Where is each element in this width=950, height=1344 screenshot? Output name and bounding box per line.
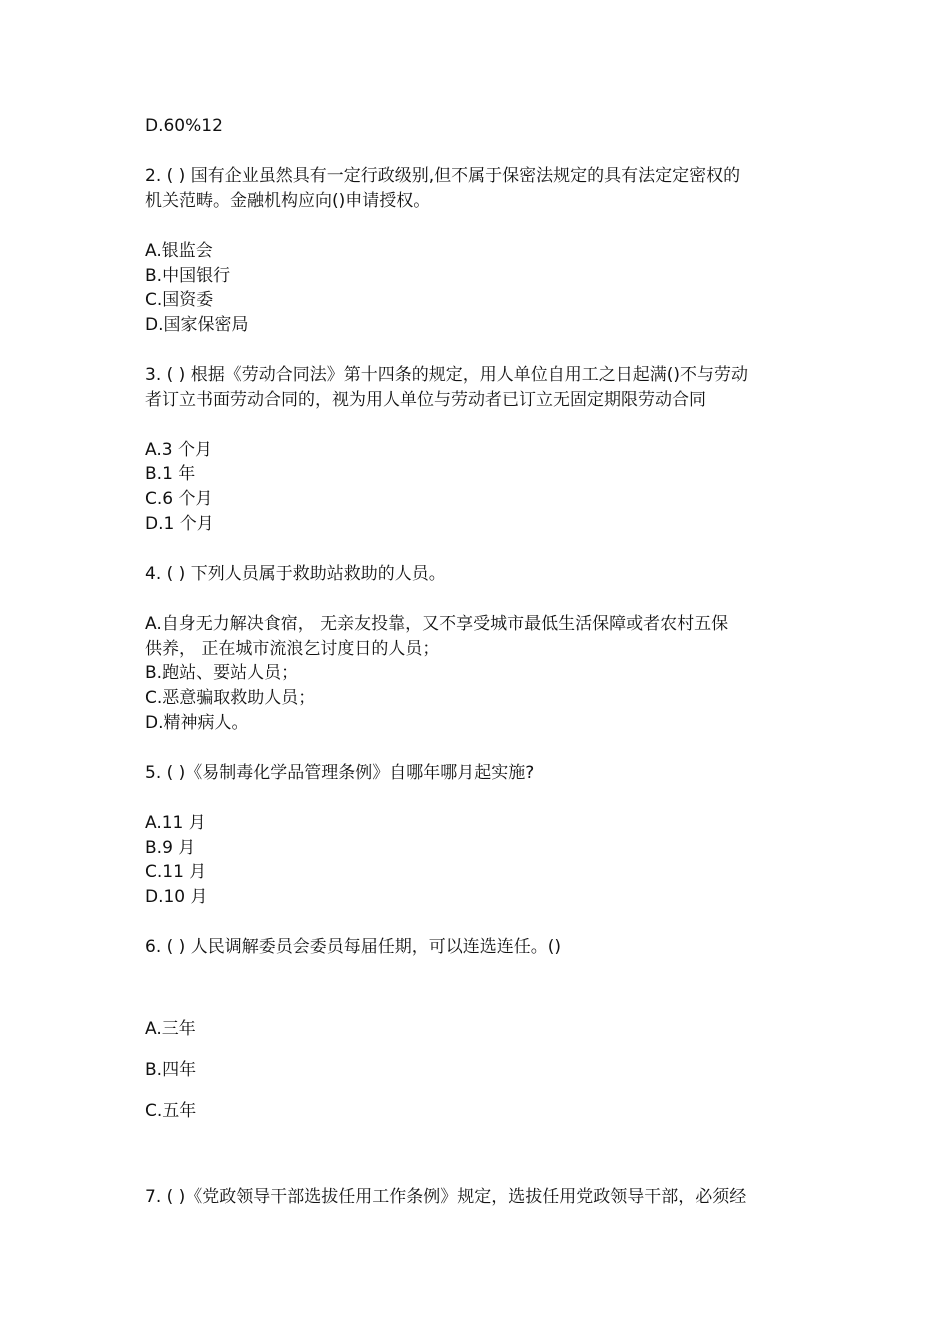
option-c-q3: C.6 个月: [145, 489, 213, 509]
option-b-q5: B.9 月: [145, 838, 196, 858]
option-c-q6: C.五年: [145, 1101, 197, 1121]
option-a-q4: A.自身无力解决食宿， 无亲友投靠，又不享受城市最低生活保障或者农村五保: [145, 614, 729, 634]
option-c-q4: C.恶意骗取救助人员；: [145, 688, 316, 708]
question-7-text: 7. ( )《党政领导干部选拔任用工作条例》规定，选拔任用党政领导干部，必须经: [145, 1187, 747, 1207]
option-d-q5: D.10 月: [145, 887, 208, 907]
question-6-text: 6. ( ) 人民调解委员会委员每届任期，可以连选连任。(): [145, 937, 561, 957]
option-b-q6: B.四年: [145, 1060, 197, 1080]
option-b-q4: B.跑站、要站人员；: [145, 663, 299, 683]
option-a-q5: A.11 月: [145, 813, 206, 833]
option-a-q6: A.三年: [145, 1019, 196, 1039]
option-d-q4: D.精神病人。: [145, 713, 249, 733]
option-c-q5: C.11 月: [145, 862, 207, 882]
question-2-text-cont: 机关范畴。金融机构应向()申请授权。: [145, 191, 431, 211]
option-c-q2: C.国资委: [145, 290, 214, 310]
option-d-q1: D.60%12: [145, 116, 223, 136]
question-3-text-cont: 者订立书面劳动合同的，视为用人单位与劳动者已订立无固定期限劳动合同: [145, 390, 706, 410]
option-b-q2: B.中国银行: [145, 266, 231, 286]
option-a-q4-cont: 供养， 正在城市流浪乞讨度日的人员；: [145, 639, 440, 659]
question-4-text: 4. ( ) 下列人员属于救助站救助的人员。: [145, 564, 446, 584]
question-5-text: 5. ( )《易制毒化学品管理条例》自哪年哪月起实施?: [145, 763, 535, 783]
option-d-q2: D.国家保密局: [145, 315, 249, 335]
option-d-q3: D.1 个月: [145, 514, 214, 534]
option-b-q3: B.1 年: [145, 464, 196, 484]
question-2-text: 2. ( ) 国有企业虽然具有一定行政级别,但不属于保密法规定的具有法定定密权的: [145, 166, 741, 186]
option-a-q2: A.银监会: [145, 241, 213, 261]
option-a-q3: A.3 个月: [145, 440, 212, 460]
question-3-text: 3. ( ) 根据《劳动合同法》第十四条的规定，用人单位自用工之日起满()不与劳动: [145, 365, 748, 385]
